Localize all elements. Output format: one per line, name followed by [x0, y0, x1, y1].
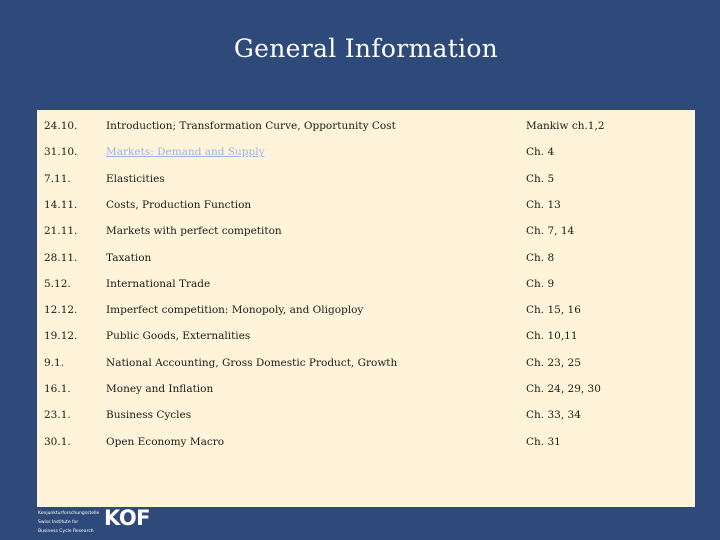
- schedule-row: [37, 113, 695, 139]
- session-topic: Elasticities: [106, 172, 165, 185]
- session-date: 21.11.: [44, 225, 78, 238]
- page-title: General Information: [233, 34, 499, 63]
- session-date: 19.12.: [44, 330, 78, 343]
- session-date: 7.11.: [44, 172, 71, 185]
- session-topic: Markets with perfect competiton: [106, 225, 282, 238]
- session-topic: Taxation: [106, 251, 152, 264]
- session-topic: Money and Inflation: [106, 383, 214, 395]
- session-date: 28.11.: [44, 251, 78, 264]
- schedule-row: [37, 402, 695, 428]
- session-topic: Open Economy Macro: [106, 435, 225, 448]
- session-date: 23.1.: [44, 409, 71, 422]
- session-topic: Imperfect competition: Monopoly, and Oligoploy: [106, 304, 364, 317]
- session-date: 31.10.: [44, 146, 78, 159]
- session-chapter: Ch. 15, 16: [526, 304, 581, 317]
- session-date: 12.12.: [44, 304, 78, 317]
- session-date: 5.12.: [44, 277, 71, 290]
- schedule-row: [37, 218, 695, 244]
- institute-line-2: Swiss Institute for: [38, 520, 79, 525]
- schedule-row: [37, 323, 695, 349]
- schedule-row: [37, 376, 695, 402]
- session-chapter: Ch. 7, 14: [526, 225, 575, 238]
- kof-logo: KOF: [104, 506, 151, 530]
- session-date: 30.1.: [44, 435, 71, 448]
- schedule-row: [37, 245, 695, 271]
- session-topic: National Accounting, Gross Domestic Product, Growth: [106, 356, 398, 369]
- schedule-row: [37, 429, 695, 455]
- session-chapter: Ch. 31: [526, 435, 561, 448]
- session-topic-link[interactable]: Markets: Demand and Supply: [106, 146, 265, 159]
- session-chapter: Ch. 10,11: [526, 330, 578, 343]
- schedule-row: [37, 297, 695, 323]
- schedule-table: [37, 110, 695, 507]
- session-chapter: Ch. 4: [526, 146, 555, 159]
- session-chapter: Ch. 24, 29, 30: [526, 383, 601, 395]
- session-date: 16.1.: [44, 383, 71, 395]
- session-chapter: Ch. 5: [526, 172, 555, 185]
- session-topic: Public Goods, Externalities: [106, 330, 251, 343]
- schedule-row: [37, 192, 695, 218]
- session-chapter: Ch. 9: [526, 277, 555, 290]
- session-topic: Business Cycles: [106, 409, 192, 422]
- institute-line-3: Business Cycle Research: [38, 529, 94, 534]
- session-topic: International Trade: [106, 277, 211, 290]
- schedule-row: [37, 271, 695, 297]
- session-chapter: Ch. 23, 25: [526, 356, 581, 369]
- session-date: 14.11.: [44, 198, 78, 211]
- session-chapter: Ch. 33, 34: [526, 409, 581, 422]
- session-chapter: Mankiw ch.1,2: [526, 120, 605, 132]
- schedule-row: [37, 139, 695, 165]
- schedule-row: [37, 166, 695, 192]
- session-chapter: Ch. 13: [526, 198, 561, 211]
- institute-line-1: Konjunkturforschungsstelle: [38, 511, 100, 516]
- session-topic: Costs, Production Function: [106, 198, 252, 211]
- institute-name: [38, 509, 99, 536]
- session-chapter: Ch. 8: [526, 251, 555, 264]
- session-date: 9.1.: [44, 356, 65, 369]
- session-date: 24.10.: [44, 120, 78, 132]
- session-topic: Introduction; Transformation Curve, Opportunity Cost: [106, 120, 396, 132]
- schedule-row: [37, 350, 695, 376]
